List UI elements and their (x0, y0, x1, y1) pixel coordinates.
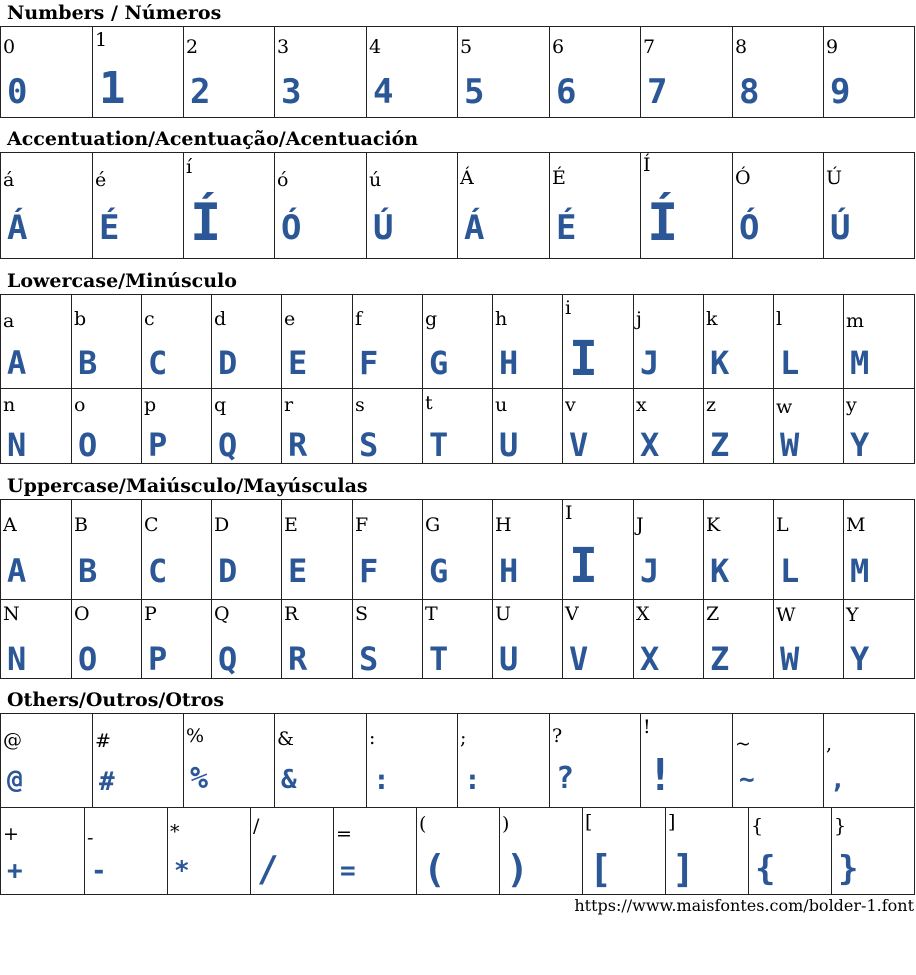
glyph-cell (84, 807, 167, 895)
glyph-cell (92, 713, 183, 808)
glyph-cell (843, 294, 915, 389)
glyph-label: Y (846, 604, 859, 626)
glyph-cell (71, 599, 141, 679)
glyph-grid-row (0, 599, 915, 679)
glyph-sample: J (640, 552, 660, 590)
glyph-label: B (74, 514, 88, 536)
section-title-accentuation: Accentuation/Acentuação/Acentuación (7, 128, 419, 150)
glyph-cell (422, 388, 492, 464)
glyph-sample: & (281, 765, 297, 795)
glyph-label: * (170, 821, 180, 843)
glyph-label: Á (460, 167, 474, 189)
glyph-label: l (776, 308, 783, 330)
glyph-cell (640, 26, 732, 118)
glyph-cell (732, 26, 823, 118)
glyph-cell (92, 26, 183, 118)
glyph-sample: A (7, 344, 27, 382)
glyph-sample: X (640, 426, 660, 464)
glyph-label: y (846, 394, 857, 416)
glyph-sample: I (569, 538, 598, 594)
glyph-label: o (74, 394, 86, 416)
glyph-cell (281, 294, 352, 389)
glyph-cell (366, 152, 457, 259)
glyph-grid-row (0, 713, 915, 808)
glyph-label: d (214, 308, 227, 330)
glyph-label: M (846, 514, 866, 536)
glyph-sample: É (99, 208, 120, 248)
glyph-cell (352, 499, 422, 600)
glyph-cell (416, 807, 499, 895)
glyph-grid-row (0, 152, 915, 259)
glyph-label: h (495, 308, 508, 330)
glyph-label: D (214, 514, 230, 536)
glyph-sample: K (710, 344, 730, 382)
glyph-sample: R (288, 640, 308, 678)
glyph-sample: Í (190, 193, 222, 253)
glyph-cell (633, 499, 703, 600)
glyph-cell (183, 713, 274, 808)
glyph-label: Z (706, 603, 720, 625)
glyph-label: # (95, 730, 111, 752)
glyph-label: ? (552, 725, 563, 747)
glyph-sample: B (78, 344, 98, 382)
glyph-sample: [ (589, 847, 612, 891)
glyph-cell (0, 388, 71, 464)
glyph-sample: N (7, 426, 27, 464)
glyph-cell (352, 599, 422, 679)
glyph-label: G (425, 514, 441, 536)
glyph-cell (211, 499, 281, 600)
glyph-label: a (3, 310, 15, 332)
glyph-label: u (495, 394, 508, 416)
glyph-label: ! (643, 716, 651, 738)
glyph-cell (633, 599, 703, 679)
glyph-sample: Ó (739, 208, 760, 248)
glyph-cell (562, 599, 633, 679)
glyph-sample: W (780, 426, 800, 464)
glyph-label: í (186, 156, 193, 178)
glyph-sample: O (78, 426, 98, 464)
glyph-cell (366, 713, 457, 808)
glyph-label: x (636, 394, 647, 416)
glyph-label: & (277, 728, 294, 750)
glyph-sample: } (838, 849, 859, 889)
glyph-cell (141, 388, 211, 464)
glyph-sample: É (556, 208, 577, 248)
glyph-sample: Q (218, 640, 238, 678)
glyph-sample: Y (850, 426, 870, 464)
glyph-cell (0, 713, 92, 808)
glyph-cell (582, 807, 665, 895)
glyph-label: m (846, 310, 865, 332)
glyph-cell (0, 26, 92, 118)
glyph-sample: / (257, 849, 279, 890)
glyph-sample: Q (218, 426, 238, 464)
section-title-uppercase: Uppercase/Maiúsculo/Mayúsculas (7, 475, 368, 497)
glyph-label: K (706, 514, 721, 536)
glyph-label: L (776, 514, 789, 536)
glyph-label: q (214, 394, 227, 416)
glyph-label: : (369, 727, 376, 749)
glyph-cell (499, 807, 582, 895)
glyph-cell (352, 388, 422, 464)
glyph-cell (492, 388, 562, 464)
glyph-sample: % (190, 761, 209, 796)
glyph-cell (562, 294, 633, 389)
glyph-sample: 2 (190, 72, 211, 112)
glyph-label: 0 (3, 36, 16, 58)
glyph-cell (823, 26, 915, 118)
glyph-sample: I (569, 331, 598, 387)
glyph-sample: = (340, 856, 356, 886)
glyph-sample: F (359, 344, 379, 382)
glyph-sample: P (148, 640, 168, 678)
glyph-sample: E (288, 344, 308, 382)
glyph-label: 8 (735, 36, 748, 58)
glyph-label: j (636, 308, 642, 330)
glyph-cell (211, 294, 281, 389)
glyph-sample: G (429, 552, 449, 590)
glyph-cell (211, 599, 281, 679)
glyph-label: / (253, 815, 260, 837)
glyph-label: , (826, 733, 833, 755)
glyph-cell (0, 499, 71, 600)
glyph-sample: ] (672, 847, 695, 891)
glyph-cell (633, 388, 703, 464)
glyph-label: 4 (369, 36, 382, 58)
glyph-label: ) (502, 813, 510, 835)
glyph-sample: ~ (739, 765, 755, 795)
glyph-label: % (186, 725, 205, 747)
glyph-cell (823, 713, 915, 808)
glyph-sample: T (429, 426, 449, 464)
glyph-label: 1 (95, 29, 108, 51)
glyph-label: X (636, 603, 650, 625)
glyph-label: e (284, 308, 296, 330)
glyph-sample: 7 (647, 72, 668, 112)
glyph-label: = (336, 823, 352, 845)
glyph-sample: 0 (7, 72, 28, 112)
glyph-label: p (144, 394, 157, 416)
glyph-cell (492, 294, 562, 389)
glyph-label: 2 (186, 36, 199, 58)
glyph-label: O (74, 603, 90, 625)
glyph-sample: C (148, 552, 168, 590)
glyph-sample: C (148, 344, 168, 382)
glyph-label: W (776, 604, 796, 626)
glyph-cell (457, 26, 549, 118)
glyph-cell (823, 152, 915, 259)
glyph-grid-row (0, 499, 915, 600)
glyph-sample: P (148, 426, 168, 464)
glyph-label: { (751, 815, 764, 837)
glyph-cell (71, 294, 141, 389)
glyph-label: á (3, 169, 15, 191)
glyph-sample: U (499, 640, 519, 678)
section-title-numbers: Numbers / Números (7, 2, 222, 24)
glyph-label: z (706, 394, 717, 416)
glyph-sample: K (710, 552, 730, 590)
glyph-sample: D (218, 344, 238, 382)
glyph-sample: ? (556, 761, 575, 796)
glyph-sample: X (640, 640, 660, 678)
glyph-cell (0, 807, 84, 895)
glyph-sample: E (288, 552, 308, 590)
glyph-label: f (355, 308, 363, 330)
glyph-cell (250, 807, 333, 895)
glyph-label: g (425, 308, 438, 330)
glyph-sample: 5 (464, 72, 485, 112)
glyph-label: Q (214, 603, 230, 625)
glyph-sample: A (7, 552, 27, 590)
glyph-label: Ú (826, 167, 843, 189)
glyph-label: Ó (735, 167, 751, 189)
glyph-grid-row (0, 807, 915, 895)
glyph-sample: Z (710, 640, 730, 678)
glyph-label: } (834, 815, 847, 837)
glyph-sample: B (78, 552, 98, 590)
glyph-label: @ (3, 729, 22, 751)
glyph-label: V (565, 603, 579, 625)
glyph-label: 7 (643, 36, 656, 58)
glyph-cell (831, 807, 915, 895)
glyph-cell (843, 499, 915, 600)
glyph-sample: H (499, 344, 519, 382)
glyph-sample: : (373, 763, 390, 796)
glyph-sample: Ó (281, 208, 302, 248)
glyph-sample: J (640, 344, 660, 382)
glyph-label: C (144, 514, 159, 536)
glyph-label: k (706, 308, 718, 330)
glyph-cell (732, 713, 823, 808)
section-title-lowercase: Lowercase/Minúsculo (7, 270, 237, 292)
glyph-cell (274, 152, 366, 259)
glyph-cell (71, 499, 141, 600)
glyph-sample: @ (7, 765, 23, 795)
glyph-sample: D (218, 552, 238, 590)
glyph-sample: 3 (281, 72, 302, 112)
glyph-label: 6 (552, 36, 565, 58)
glyph-label: s (355, 394, 365, 416)
glyph-label: b (74, 308, 87, 330)
glyph-cell (141, 294, 211, 389)
glyph-label: J (636, 514, 644, 536)
glyph-cell (0, 152, 92, 259)
glyph-cell (281, 499, 352, 600)
glyph-sample: { (755, 849, 776, 889)
glyph-sample: Á (7, 208, 28, 248)
glyph-label: n (3, 394, 16, 416)
glyph-cell (366, 26, 457, 118)
glyph-label: E (284, 514, 298, 536)
glyph-label: I (565, 502, 573, 524)
glyph-label: T (425, 603, 438, 625)
glyph-cell (281, 388, 352, 464)
glyph-cell (748, 807, 831, 895)
glyph-label: Í (643, 154, 651, 176)
glyph-sample: S (359, 640, 379, 678)
glyph-cell (703, 499, 773, 600)
glyph-label: c (144, 308, 155, 330)
glyph-sample: F (359, 552, 379, 590)
glyph-cell (549, 26, 640, 118)
section-title-others: Others/Outros/Otros (7, 689, 225, 711)
glyph-cell (274, 713, 366, 808)
glyph-label: 3 (277, 36, 290, 58)
glyph-cell (633, 294, 703, 389)
glyph-label: [ (585, 811, 593, 833)
glyph-sample: G (429, 344, 449, 382)
glyph-sample: Y (850, 640, 870, 678)
glyph-cell (703, 294, 773, 389)
glyph-sample: V (569, 426, 589, 464)
glyph-sample: N (7, 640, 27, 678)
glyph-label: w (776, 396, 793, 418)
glyph-sample: L (780, 552, 800, 590)
glyph-label: ú (369, 169, 382, 191)
glyph-sample: O (78, 640, 98, 678)
glyph-sample: S (359, 426, 379, 464)
glyph-sample: H (499, 552, 519, 590)
glyph-sample: 1 (99, 63, 126, 114)
glyph-cell (422, 294, 492, 389)
glyph-cell (0, 599, 71, 679)
source-url: https://www.maisfontes.com/bolder-1.font (574, 896, 914, 915)
glyph-sample: Á (464, 208, 485, 248)
glyph-sample: * (174, 856, 190, 886)
glyph-label: F (355, 514, 369, 536)
glyph-label: U (495, 603, 512, 625)
glyph-label: t (425, 392, 433, 414)
glyph-grid-row (0, 388, 915, 464)
glyph-label: r (284, 394, 294, 416)
glyph-label: 5 (460, 36, 473, 58)
glyph-cell (549, 152, 640, 259)
glyph-cell (0, 294, 71, 389)
glyph-cell (352, 294, 422, 389)
glyph-label: É (552, 167, 566, 189)
glyph-sample: Í (647, 193, 679, 253)
glyph-sample: ) (506, 847, 529, 891)
glyph-label: H (495, 514, 512, 536)
glyph-sample: 4 (373, 72, 394, 112)
glyph-label: ( (419, 813, 427, 835)
glyph-label: - (87, 827, 94, 849)
glyph-label: i (565, 297, 572, 319)
glyph-cell (492, 499, 562, 600)
glyph-cell (549, 713, 640, 808)
glyph-label: ó (277, 169, 289, 191)
glyph-cell (640, 152, 732, 259)
glyph-cell (732, 152, 823, 259)
glyph-cell (703, 599, 773, 679)
glyph-cell (281, 599, 352, 679)
glyph-cell (562, 388, 633, 464)
glyph-sample: R (288, 426, 308, 464)
glyph-sample: Ú (373, 208, 394, 248)
glyph-label: + (3, 823, 19, 845)
glyph-sample: Z (710, 426, 730, 464)
glyph-cell (274, 26, 366, 118)
glyph-cell (773, 294, 843, 389)
glyph-label: ~ (735, 733, 751, 755)
glyph-cell (167, 807, 250, 895)
glyph-sample: U (499, 426, 519, 464)
glyph-label: S (355, 603, 369, 625)
glyph-sample: + (7, 856, 23, 886)
glyph-sample: L (780, 344, 800, 382)
glyph-cell (457, 713, 549, 808)
glyph-cell (457, 152, 549, 259)
glyph-label: R (284, 603, 299, 625)
glyph-cell (773, 499, 843, 600)
glyph-cell (141, 599, 211, 679)
glyph-cell (773, 599, 843, 679)
glyph-sample: W (780, 640, 800, 678)
glyph-cell (492, 599, 562, 679)
glyph-label: ; (460, 727, 467, 749)
glyph-label: A (3, 514, 17, 536)
glyph-cell (183, 152, 274, 259)
glyph-cell (562, 499, 633, 600)
glyph-cell (665, 807, 748, 895)
glyph-label: é (95, 169, 107, 191)
glyph-sample: ( (423, 847, 446, 891)
glyph-cell (333, 807, 416, 895)
glyph-sample: ! (647, 750, 674, 801)
glyph-cell (422, 499, 492, 600)
glyph-sample: 9 (830, 72, 851, 112)
glyph-cell (71, 388, 141, 464)
glyph-label: 9 (826, 36, 839, 58)
glyph-sample: M (850, 552, 870, 590)
glyph-sample: T (429, 640, 449, 678)
glyph-grid-row (0, 26, 915, 118)
glyph-cell (843, 599, 915, 679)
glyph-cell (703, 388, 773, 464)
glyph-cell (640, 713, 732, 808)
glyph-sample: # (99, 767, 115, 797)
glyph-sample: : (464, 763, 481, 796)
glyph-sample: M (850, 344, 870, 382)
glyph-cell (92, 152, 183, 259)
glyph-cell (183, 26, 274, 118)
glyph-label: P (144, 603, 157, 625)
glyph-sample: - (91, 856, 107, 886)
glyph-sample: 8 (739, 72, 760, 112)
glyph-sample: Ú (830, 208, 851, 248)
glyph-cell (211, 388, 281, 464)
glyph-cell (422, 599, 492, 679)
glyph-label: N (3, 603, 20, 625)
glyph-sample: , (830, 765, 846, 795)
glyph-label: v (565, 394, 576, 416)
glyph-sample: V (569, 640, 589, 678)
glyph-sample: 6 (556, 72, 577, 112)
glyph-label: ] (668, 811, 676, 833)
glyph-cell (773, 388, 843, 464)
glyph-cell (843, 388, 915, 464)
glyph-cell (141, 499, 211, 600)
glyph-grid-row (0, 294, 915, 389)
